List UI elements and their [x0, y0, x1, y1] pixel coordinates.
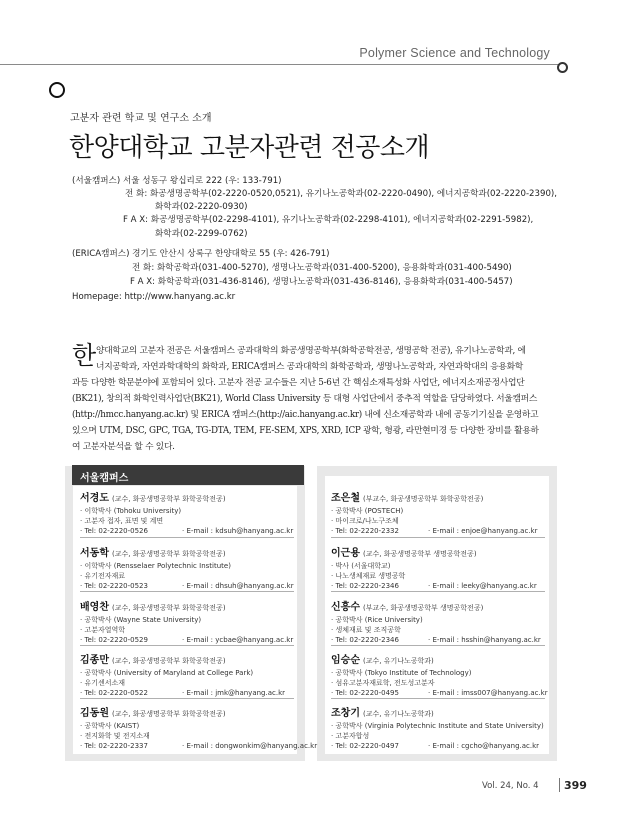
faculty-field: · 마이크로/나노구조체 — [331, 517, 399, 525]
intro-line: 너지공학과, 자연과학대학의 화학과, ERICA캠퍼스 공과대학의 화학공학과, 생명나노공학과, 자연과학대의 응용화학 — [96, 362, 523, 372]
divider — [80, 591, 294, 592]
address-line-erica-fax: F A X: 화학공학과(031-436-8146), 생명나노공학과(031-436-8146), 응용화학과(031-400-5457) — [130, 277, 513, 287]
faculty-degree: · 박사 (서울대학교) — [331, 562, 391, 570]
faculty-contact: · Tel: 02-2220-2332 · E-mail : enjoe@hanyang.ac.kr — [331, 527, 538, 535]
faculty-degree: · 공학박사 (Wayne State University) — [80, 616, 202, 624]
divider — [80, 698, 294, 699]
faculty-entry — [331, 544, 545, 591]
faculty-contact: · Tel: 02-2220-0497 · E-mail : cgcho@hanyang.ac.kr — [331, 742, 540, 750]
faculty-entry — [80, 544, 294, 591]
campus-header-label: 서울캠퍼스 — [80, 473, 129, 484]
faculty-entry — [80, 489, 294, 536]
faculty-contact: · Tel: 02-2220-2346 · E-mail : hsshin@hanyang.ac.kr — [331, 636, 541, 644]
address-line-seoul-fax-cont: 화학과(02-2299-0762) — [155, 229, 248, 239]
faculty-entry — [331, 489, 545, 536]
footer-volume: Vol. 24, No. 4 — [482, 781, 539, 791]
faculty-entry — [80, 704, 318, 751]
faculty-contact: · Tel: 02-2220-2346 · E-mail : leeky@hanyang.ac.kr — [331, 582, 537, 590]
faculty-name: 이근용 (교수, 화공생명공학부 생명공학전공) — [331, 548, 477, 559]
address-line-seoul: (서울캠퍼스) 서울 성동구 왕십리로 222 (우: 133-791) — [72, 176, 282, 186]
faculty-degree: · 공학박사 (University of Maryland at College Park) — [80, 669, 254, 677]
divider — [80, 645, 294, 646]
faculty-contact: · Tel: 02-2220-0529 · E-mail : ycbae@hanyang.ac.kr — [80, 636, 294, 644]
intro-line: (BK21), 창의적 화학인력사업단(BK21), World Class University 등 대형 사업단에서 중추적 역할을 담당하였다. 서울캠퍼스 — [72, 394, 538, 404]
faculty-field: · 고분자 접자, 표면 및 계면 — [80, 517, 164, 525]
faculty-field: · 유기센서소재 — [80, 679, 126, 687]
faculty-field: · 생체재료 및 조직공학 — [331, 626, 401, 634]
faculty-degree: · 이학박사 (Rensselaer Polytechnic Institute) — [80, 562, 231, 570]
divider — [331, 591, 545, 592]
faculty-contact: · Tel: 02-2220-2337 · E-mail : dongwonkim@hanyang.ac.kr — [80, 742, 318, 750]
faculty-entry — [331, 704, 545, 751]
faculty-name: 조은철 (부교수, 화공생명공학부 화학공학전공) — [331, 493, 484, 504]
faculty-degree: · 공학박사 (Virginia Polytechnic Institute and State University) — [331, 722, 544, 730]
intro-line: 있으며 UTM, DSC, GPC, TGA, TG-DTA, TEM, FE-SEM, XPS, XRD, ICP 광학, 형광, 라만현미경 등 다양한 장비를 활용하 — [72, 426, 539, 436]
faculty-field: · 고분자합성 — [331, 732, 370, 740]
divider — [331, 537, 545, 538]
header-rule — [0, 64, 559, 65]
page-title: 한양대학교 고분자관련 전공소개 — [69, 133, 430, 163]
faculty-contact: · Tel: 02-2220-0526 · E-mail : kdsuh@hanyang.ac.kr — [80, 527, 294, 535]
faculty-name: 김종만 (교수, 화공생명공학부 화학공학전공) — [80, 655, 226, 666]
faculty-contact: · Tel: 02-2220-0523 · E-mail : dhsuh@hanyang.ac.kr — [80, 582, 294, 590]
faculty-name: 배영찬 (교수, 화공생명공학부 화학공학전공) — [80, 602, 226, 613]
address-line-seoul-fax: F A X: 화공생명공학부(02-2298-4101), 유기나노공학과(02-2298-4101), 에너지공학과(02-2291-5982), — [123, 215, 534, 225]
intro-line: 양대학교의 고분자 전공은 서울캠퍼스 공과대학의 화공생명공학부(화학공학전공, 생명공학 전공), 유기나노공학과, 에 — [96, 346, 526, 356]
faculty-name: 서경도 (교수, 화공생명공학부 화학공학전공) — [80, 493, 226, 504]
faculty-name: 김동원 (교수, 화공생명공학부 화학공학전공) — [80, 708, 226, 719]
page-number: 399 — [564, 779, 587, 792]
faculty-field: · 나노생체재료 생명공학 — [331, 572, 406, 580]
faculty-contact: · Tel: 02-2220-0495 · E-mail : imss007@hanyang.ac.kr — [331, 689, 548, 697]
divider — [80, 537, 294, 538]
faculty-name: 임승순 (교수, 유기나노공학과) — [331, 655, 434, 666]
address-line-erica-tel: 전 화: 화학공학과(031-400-5270), 생명나노공학과(031-400-5200), 응용화학과(031-400-5490) — [132, 263, 512, 273]
faculty-field: · 유기전자재료 — [80, 572, 126, 580]
faculty-entry — [80, 651, 294, 698]
homepage-link[interactable]: Homepage: http://www.hanyang.ac.kr — [72, 292, 236, 302]
faculty-entry — [80, 598, 294, 645]
faculty-contact: · Tel: 02-2220-0522 · E-mail : jmk@hanyang.ac.kr — [80, 689, 286, 697]
ring-ornament-right — [557, 62, 568, 73]
divider — [331, 645, 545, 646]
faculty-field: · 전지화학 및 전지소재 — [80, 732, 150, 740]
address-line-seoul-tel-cont: 화학과(02-2220-0930) — [155, 202, 248, 212]
faculty-name: 조창기 (교수, 유기나노공학과) — [331, 708, 434, 719]
address-line-erica: (ERICA캠퍼스) 경기도 안산시 상록구 한양대학로 55 (우: 426-791) — [72, 249, 330, 259]
faculty-name: 서동학 (교수, 화공생명공학부 화학공학전공) — [80, 548, 226, 559]
section-tag: 고분자 관련 학교 및 연구소 소개 — [70, 113, 212, 124]
faculty-degree: · 공학박사 (KAIST) — [80, 722, 140, 730]
divider — [331, 698, 545, 699]
faculty-entry — [331, 598, 545, 645]
intro-line: (http://hmcc.hanyang.ac.kr) 및 ERICA 캠퍼스(http://aic.hanyang.ac.kr) 내에 신소재공학과 내에 공동기기실을 운영하고 — [72, 410, 539, 420]
intro-line: 과등 다양한 학문분야에 포함되어 있다. 고분자 전공 교수들은 지난 5-6년 간 핵심소재특성화 사업단, 에너지소재공정사업단 — [72, 378, 525, 388]
address-line-seoul-tel: 전 화: 화공생명공학부(02-2220-0520,0521), 유기나노공학과(02-2220-0490), 에너지공학과(02-2220-2390), — [125, 189, 558, 199]
journal-title: Polymer Science and Technology — [359, 46, 550, 60]
faculty-field: · 섬유고분자재료학, 전도성고분자 — [331, 679, 435, 687]
faculty-field: · 고분자열역학 — [80, 626, 126, 634]
ring-ornament-left — [49, 82, 65, 98]
faculty-degree: · 공학박사 (POSTECH) — [331, 507, 404, 515]
faculty-entry — [331, 651, 548, 698]
faculty-degree: · 공학박사 (Rice University) — [331, 616, 423, 624]
intro-line: 여 고분자분석을 할 수 있다. — [72, 442, 175, 452]
faculty-degree: · 공학박사 (Tokyo Institute of Technology) — [331, 669, 472, 677]
footer-separator — [559, 778, 560, 792]
faculty-degree: · 이학박사 (Tohoku University) — [80, 507, 182, 515]
faculty-name: 신흥수 (부교수, 화공생명공학부 생명공학전공) — [331, 602, 484, 613]
intro-dropcap: 한 — [72, 341, 97, 370]
